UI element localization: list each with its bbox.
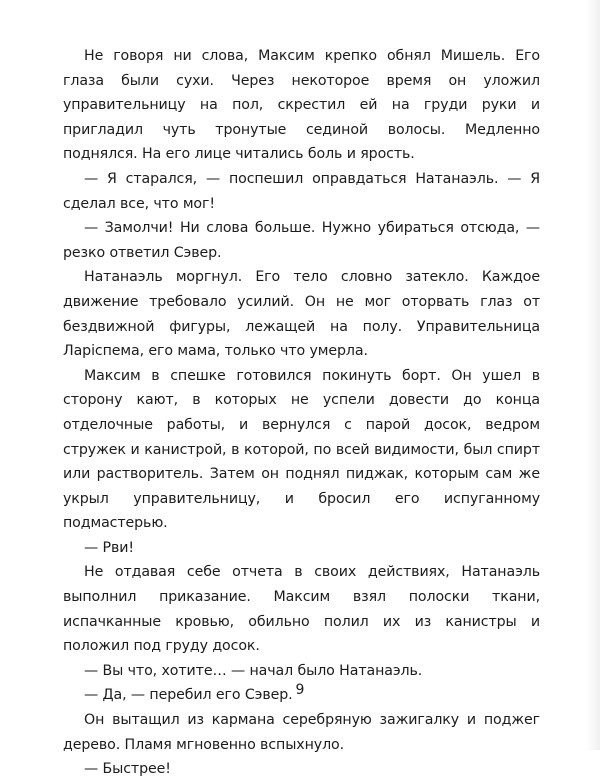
paragraph: — Рви!	[84, 539, 134, 556]
body-text	[63, 44, 540, 782]
paragraph: — Быстрее!	[84, 761, 171, 778]
page-edge-shadow	[586, 0, 600, 750]
paragraph: Максим в спешке готовился покинуть борт. Он ушел в сторону кают, в которых не успели довести до конца отделочные работы, и вернулся с парой досок, ведром стружек и канистрой, в которой, по всей видимости, был спирт или растворитель. Затем он поднял пиджак, которым сам же укрыл управительницу, и бросил его испуганному подмастерью.	[63, 367, 540, 532]
paragraph: Он вытащил из кармана серебряную зажигалку и поджег дерево. Пламя мгновенно вспыхнуло.	[63, 712, 540, 753]
paragraph: Натанаэль моргнул. Его тело словно затекло. Каждое движение требовало усилий. Он не мог оторвать глаз от бездвижной фигуры, лежащей на полу. Управительница Ларіспема, его мама, только что умерла.	[63, 269, 540, 360]
page-number: 9	[295, 682, 305, 698]
paragraph: Не говоря ни слова, Максим крепко обнял Мишель. Его глаза были сухи. Через некоторое время он уложил управительницу на пол, скрестил ей на груди руки и пригладил чуть тронутые сединой волосы. Медленно поднялся. На его лице читались боль и ярость.	[63, 48, 540, 163]
paragraph: — Я старался, — поспешил оправдаться Натанаэль. — Я сделал все, что мог!	[63, 170, 540, 212]
paragraph: Не отдавая себе отчета в своих действиях, Натанаэль выполнил приказание. Максим взял полоски ткани, испачканные кровью, обильно полил их из канистры и положил под груду досок.	[63, 564, 540, 655]
paragraph: — Да, — перебил его Сэвер.	[84, 687, 293, 704]
paragraph: — Вы что, хотите… — начал было Натанаэль.	[84, 662, 423, 679]
paragraph: — Замолчи! Ни слова больше. Нужно убираться отсюда, — резко ответил Сэвер.	[63, 220, 540, 261]
